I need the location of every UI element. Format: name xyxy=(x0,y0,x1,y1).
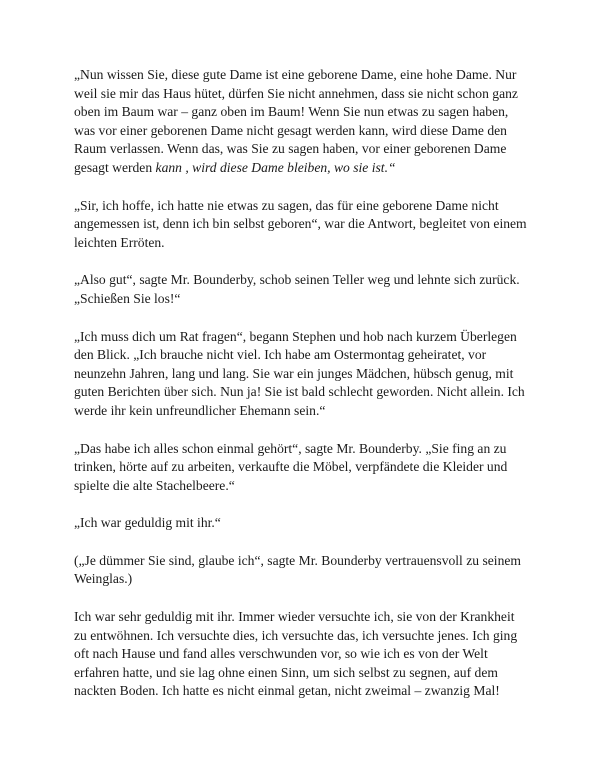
paragraph-1 xyxy=(74,66,530,178)
paragraph-1-italic-text: kann , wird diese Dame bleiben, wo sie ist.“ xyxy=(155,159,396,175)
paragraph-3: „Also gut“, sagte Mr. Bounderby, schob seinen Teller weg und lehnte sich zurück. „Schießen Sie los!“ xyxy=(74,272,520,306)
paragraph-4: „Ich muss dich um Rat fragen“, begann Stephen und hob nach kurzem Überlegen den Blick. „Ich brauche nicht viel. Ich habe am Ostermontag geheiratet, vor neunzehn Jahren, lang und lang. Sie war ein junges Mädchen, hübsch genug, mit guten Berichten über sich. Nun ja! Sie ist bald schlecht geworden. Nicht allein. Ich werde ihr kein unfreundlicher Ehemann sein.“ xyxy=(74,328,525,418)
paragraph-7: („Je dümmer Sie sind, glaube ich“, sagte Mr. Bounderby vertrauensvoll zu seinem Weinglas.) xyxy=(74,552,521,587)
paragraph-5: „Das habe ich alles schon einmal gehört“, sagte Mr. Bounderby. „Sie fing an zu trinken, hörte auf zu arbeiten, verkaufte die Möbel, verpfändete die Kleider und spielte die alte Stachelbeere.“ xyxy=(74,440,508,493)
paragraph-2: „Sir, ich hoffe, ich hatte nie etwas zu sagen, das für eine geborene Dame nicht angemessen ist, denn ich bin selbst geboren“, war die Antwort, begleitet von einem leichten Erröten. xyxy=(74,197,527,250)
paragraph-8: Ich war sehr geduldig mit ihr. Immer wieder versuchte ich, sie von der Krankheit zu entwöhnen. Ich versuchte dies, ich versuchte das, ich versuchte jenes. Ich ging oft nach Hause und fand alles verschwunden vor, so wie ich es von der Welt erfahren hatte, und sie lag ohne einen Sinn, um sich selbst zu segnen, auf dem nackten Boden. Ich hatte es nicht einmal getan, nicht zweimal – zwanzig Mal! xyxy=(74,609,518,699)
paragraph-1-text: „Nun wissen Sie, diese gute Dame ist eine geborene Dame, eine hohe Dame. Nur weil sie mir das Haus hütet, dürfen Sie nicht annehmen, dass sie nicht schon ganz oben im Baum war – ganz oben im Baum! Wenn Sie nun etwas zu sagen haben, was vor einer geborenen Dame nicht gesagt werden kann, wird diese Dame den Raum verlassen. Wenn das, was Sie zu sagen haben, vor einer geborenen Dame gesagt werden xyxy=(74,67,518,175)
body-text xyxy=(74,66,530,701)
paragraph-6: „Ich war geduldig mit ihr.“ xyxy=(74,515,221,531)
